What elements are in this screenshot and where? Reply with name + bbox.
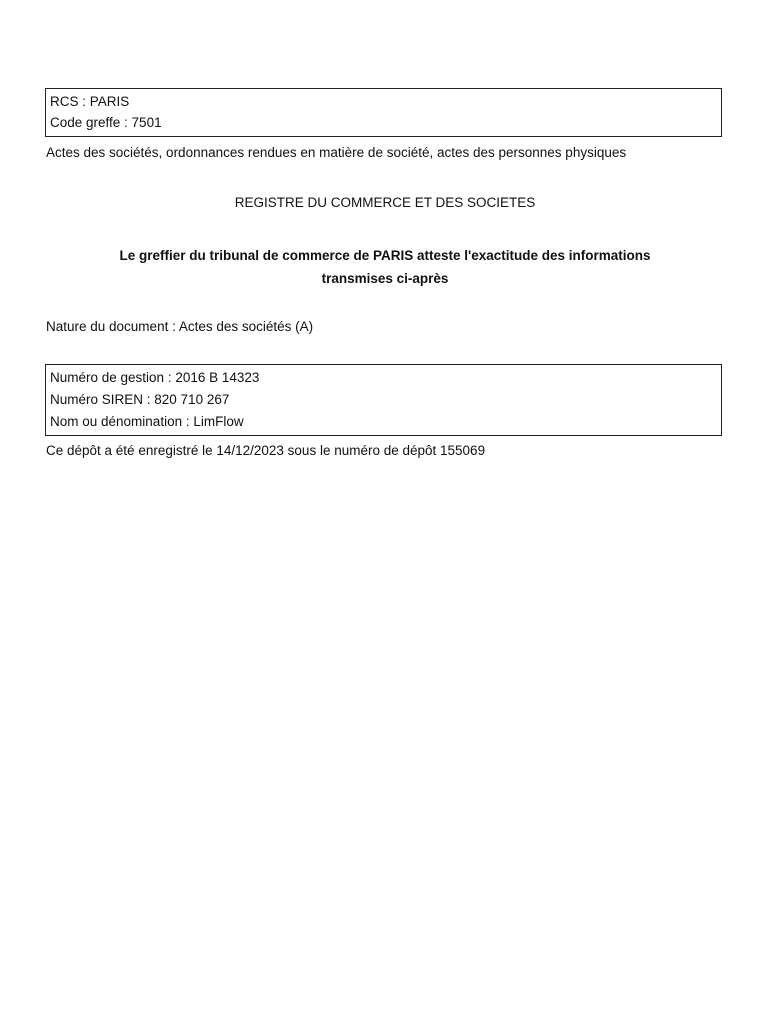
document-subtitle: Actes des sociétés, ordonnances rendues en matière de société, actes des personnes physiques (46, 145, 627, 160)
attestation-statement (0, 244, 770, 290)
numero-gestion: Numéro de gestion : 2016 B 14323 (50, 370, 260, 385)
attestation-line-2: transmises ci-après (321, 271, 449, 286)
code-greffe-label: Code greffe : 7501 (50, 115, 162, 130)
company-identity-box (45, 364, 722, 436)
rcs-header-box (45, 88, 722, 137)
numero-siren: Numéro SIREN : 820 710 267 (50, 392, 230, 407)
rcs-label: RCS : PARIS (50, 94, 130, 109)
registry-title: REGISTRE DU COMMERCE ET DES SOCIETES (234, 195, 536, 210)
company-denomination: Nom ou dénomination : LimFlow (50, 414, 244, 429)
document-nature: Nature du document : Actes des sociétés (A) (46, 319, 314, 334)
attestation-line-1: Le greffier du tribunal de commerce de PARIS atteste l'exactitude des informations (119, 248, 651, 263)
deposit-record: Ce dépôt a été enregistré le 14/12/2023 sous le numéro de dépôt 155069 (46, 443, 486, 458)
